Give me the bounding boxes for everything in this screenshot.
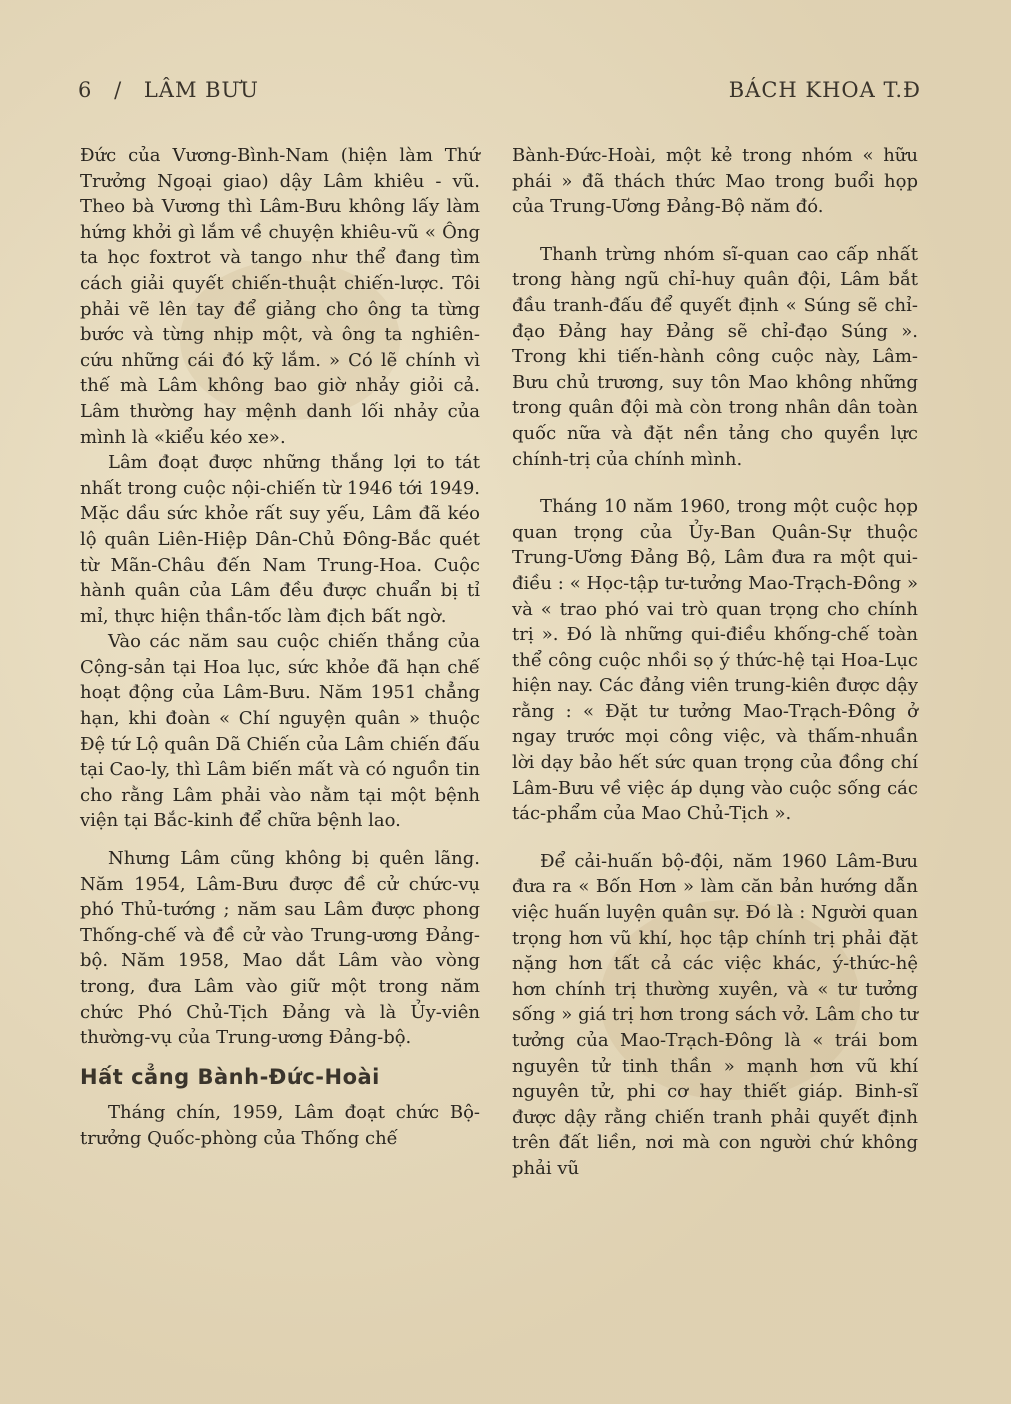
header-left <box>78 78 273 102</box>
paragraph: Thanh trừng nhóm sĩ-quan cao cấp nhất trong hàng ngũ chỉ-huy quân đội, Lâm bắt đầu tranh-đấu để quyết định « Súng sẽ chỉ-đạo Đảng hay Đảng sẽ chỉ-đạo Súng ». Trong khi tiến-hành công cuộc này, Lâm-Bưu chủ trương, suy tôn Mao không những trong quân đội mà còn trong nhân dân toàn quốc nữa và đặt nền tảng cho quyền lực chính-trị của chính mình. <box>512 243 918 470</box>
paragraph: Vào các năm sau cuộc chiến thắng của Cộng-sản tại Hoa lục, sức khỏe đã hạn chế hoạt động của Lâm-Bưu. Năm 1951 chẳng hạn, khi đoàn « Chí nguyện quân » thuộc Đệ tứ Lộ quân Dã Chiến của Lâm chiến đấu tại Cao-ly, thì Lâm biến mất và có nguồn tin cho rằng Lâm phải vào nằm tại một bệnh viện tại Bắc-kinh để chữa bệnh lao. <box>80 631 480 832</box>
paragraph: Lâm đoạt được những thắng lợi to tát nhất trong cuộc nội-chiến từ 1946 tới 1949. Mặc dầu sức khỏe rất suy yếu, Lâm đã kéo lộ quân Liên-Hiệp Dân-Chủ Đông-Bắc quét từ Mãn-Châu đến Nam Trung-Hoa. Cuộc hành quân của Lâm đều được chuẩn bị tỉ mỉ, thực hiện thần-tốc làm địch bất ngờ. <box>80 452 480 627</box>
paragraph: Đức của Vương-Bình-Nam (hiện làm Thứ Trưởng Ngoại giao) dậy Lâm khiêu - vũ. Theo bà Vương thì Lâm-Bưu không lấy làm hứng khởi gì lắm về chuyện khiêu-vũ « Ông ta học foxtrot và tango như thể đang tìm cách giải quyết chiến-thuật chiến-lược. Tôi phải vẽ lên tay để giảng cho ông ta từng bước và từng nhịp một, và ông ta nghiên-cứu những cái đó kỹ lắm. » Có lẽ chính vì thế mà Lâm không bao giờ nhảy giỏi cả. Lâm thường hay mệnh danh lối nhảy của mình là «kiểu kéo xe». <box>80 145 480 448</box>
right-column <box>512 143 918 1182</box>
running-header <box>78 78 921 102</box>
paragraph: Bành-Đức-Hoài, một kẻ trong nhóm « hữu phái » đã thách thức Mao trong buổi họp của Trung-Ương Đảng-Bộ năm đó. <box>512 145 918 218</box>
paragraph: Tháng 10 năm 1960, trong một cuộc họp quan trọng của Ủy-Ban Quân-Sự thuộc Trung-Ương Đảng Bộ, Lâm đưa ra một qui-điều : « Học-tập tư-tưởng Mao-Trạch-Đông » và « trao phó vai trò quan trọng cho chính trị ». Đó là những qui-điều khống-chế toàn thể công cuộc nhồi sọ ý thức-hệ tại Hoa-Lục hiện nay. Các đảng viên trung-kiên được dậy rằng : « Đặt tư tưởng Mao-Trạch-Đông ở ngay trước mọi công việc, và thấm-nhuần lời dạy bảo hết sức quan trọng của đồng chí Lâm-Bưu về việc áp dụng vào cuộc sống các tác-phẩm của Mao Chủ-Tịch ». <box>512 496 918 825</box>
page-number: 6 <box>78 78 93 102</box>
paragraph: Tháng chín, 1959, Lâm đoạt chức Bộ-trưởng Quốc-phòng của Thống chế <box>80 1102 480 1149</box>
header-separator: / <box>114 78 123 102</box>
left-column <box>80 143 480 1152</box>
author-name: LÂM BƯU <box>143 78 259 102</box>
paragraph: Nhưng Lâm cũng không bị quên lãng. Năm 1954, Lâm-Bưu được đề cử chức-vụ phó Thủ-tướng ; năm sau Lâm được phong Thống-chế và đề cử vào Trung-ương Đảng-bộ. Năm 1958, Mao dắt Lâm vào vòng trong, đưa Lâm vào giữ một trong năm chức Phó Chủ-Tịch Đảng và là Ủy-viên thường-vụ của Trung-ương Đảng-bộ. <box>80 848 480 1049</box>
paragraph: Để cải-huấn bộ-đội, năm 1960 Lâm-Bưu đưa ra « Bốn Hơn » làm căn bản hướng dẫn việc huấn luyện quân sự. Đó là : Người quan trọng hơn vũ khí, học tập chính trị phải đặt nặng hơn tất cả các việc khác, ý-thức-hệ hơn chính trị thường xuyên, và « tư tưởng sống » giá trị hơn trong sách vở. Lâm cho tư tưởng của Mao-Trạch-Đông là « trái bom nguyên tử tinh thần » mạnh hơn vũ khí nguyên tử, phi cơ hay thiết giáp. Binh-sĩ được dậy rằng chiến tranh phải quyết định trên đất liền, nơi mà con người chứ không phải vũ <box>512 850 918 1179</box>
section-heading: Hất cẳng Bành-Đức-Hoài <box>80 1064 380 1089</box>
publication-title: BÁCH KHOA T.Đ <box>728 78 921 102</box>
